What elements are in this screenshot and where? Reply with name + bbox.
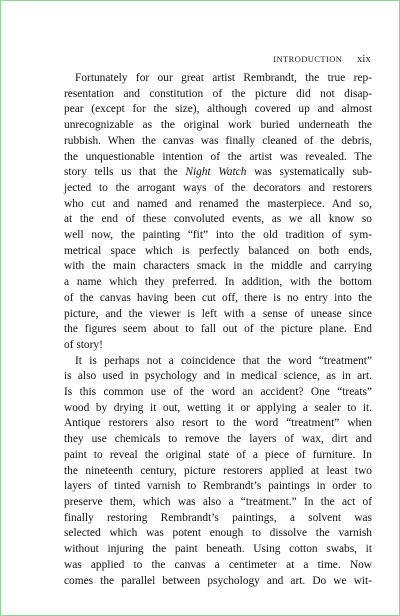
text-line: comes the parallel between psychology and art. Do we wit- (64, 574, 372, 587)
page-header (273, 54, 371, 65)
running-head: INTRODUCTION (273, 54, 343, 64)
text-line: who cut and named and renamed the masterpiece. And so, (64, 197, 372, 210)
text-line: Fortunately for our great artist Rembrandt, the true rep- (75, 72, 372, 84)
text-line: the nineteenth century, picture restorers applied at least two (64, 464, 372, 477)
text-line: of story! (64, 338, 103, 351)
text-line: the figures seem about to fall out of the picture plane. End (64, 323, 372, 336)
body-text (53, 71, 372, 589)
text-line: well now, the painting “fit” into the old tradition of sym- (64, 229, 372, 242)
text-line: without injuring the paint beneath. Using cotton swabs, it (64, 543, 372, 556)
text-line: unrecognizable as the original work buried underneath the (64, 119, 372, 132)
text-line: at the end of these convoluted events, as we all know so (64, 213, 372, 226)
text-line: preserve them, which was also a “treatment.” In the act of (64, 495, 372, 508)
text-line: finally restoring Rembrandt’s paintings, a solvent was (64, 511, 372, 524)
text-line: paint to reveal the original state of a piece of furniture. In (64, 448, 372, 461)
text-line: selected which was potent enough to dissolve the varnish (64, 527, 372, 540)
paragraph-1 (53, 71, 372, 354)
text-line: Is this common use of the word an accident? One “treats” (64, 386, 372, 399)
text-line: Antique restorers also resort to the word “treatment” when (64, 417, 372, 430)
paragraph-2 (53, 354, 372, 590)
text-line: rubbish. When the canvas was finally cleaned of the debris, (64, 134, 372, 147)
text-line: resentation and constitution of the picture did not disap- (64, 87, 372, 100)
text-line: layers of tinted varnish to Rembrandt’s paintings in order to (64, 480, 372, 493)
text-line-with-italic: story tells us that the Night Watch was systematically sub- (64, 166, 372, 179)
text-line: with the main characters smack in the middle and carrying (64, 260, 372, 273)
text-line: a name which they preferred. In addition, with the bottom (64, 276, 372, 289)
page-number: xix (356, 54, 371, 65)
text-line: metrical space which is perfectly balanced on both ends, (64, 244, 372, 257)
text-line: they use chemicals to remove the layers of wax, dirt and (64, 433, 372, 446)
text-line: the unquestionable intention of the artist was revealed. The (64, 150, 372, 163)
text-line: jected to the arrogant ways of the decorators and restorers (64, 181, 372, 194)
text-line: of the canvas having been cut off, there is no entry into the (64, 291, 372, 304)
text-line: It is perhaps not a coincidence that the word “treatment” (75, 354, 372, 367)
text-line: picture, and the viewer is left with a sense of unease since (64, 307, 372, 320)
text-line: wood by drying it out, wetting it or applying a sealer to it. (64, 401, 372, 414)
text-line: pear (except for the size), although covered up and almost (64, 103, 372, 116)
italic-title: Night Watch (185, 166, 247, 179)
text-line: was applied to the canvas a centimeter at a time. Now (64, 558, 372, 571)
text-line: is also used in psychology and in medical science, as in art. (64, 370, 372, 383)
